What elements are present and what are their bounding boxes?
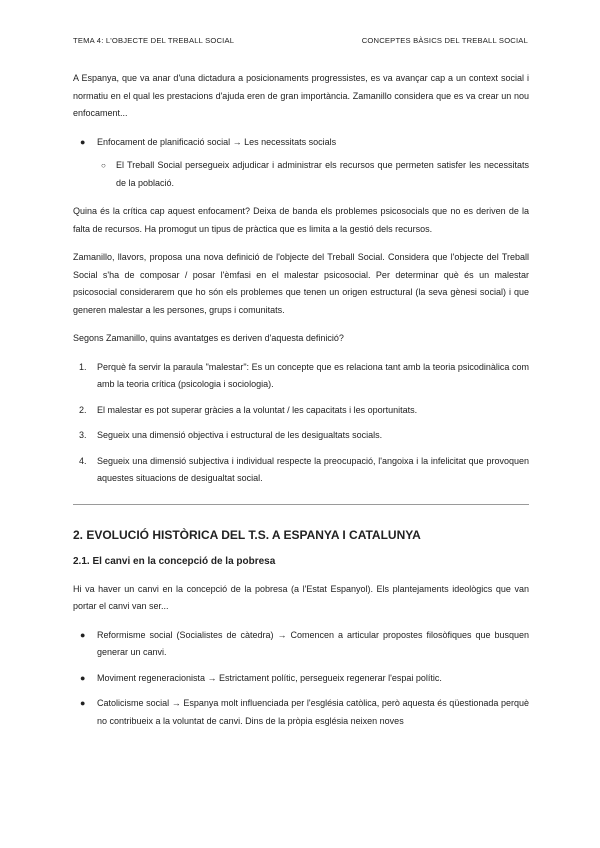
paragraph-definition: Zamanillo, llavors, proposa una nova definició de l'objecte del Treball Social. Considera que l'objecte del Treball Social s'ha de composar / posar l'èmfasi en el malestar psicosocial. Per determinar què és un malestar psicosocial considerarem que ho són els problemes que tenen un origen estructural (la seva gènesi social) i que generen malestar a les persones, grups i comunitats. <box>73 252 529 315</box>
paragraph-intro: A Espanya, que va anar d'una dictadura a posicionaments progressistes, es va avançar cap a un context social i normatiu en el qual les prestacions d'ajuda eren de gran importància. Zamanillo considera que es va crear un nou enfocament... <box>73 73 529 118</box>
list-item-text: Moviment regeneracionista → Estrictament polític, persegueix regenerar l'espai polític. <box>97 672 442 683</box>
list-item-text: El malestar es pot superar gràcies a la voluntat / les capacitats i les oportunitats. <box>97 404 418 415</box>
list-number: 4. <box>79 455 87 466</box>
paragraph-critique: Quina és la crítica cap aquest enfocament? Deixa de banda els problemes psicosocials que no es deriven de la falta de recursos. Ha promogut un tipus de pràctica que es limita a la gestió dels recursos. <box>73 206 529 234</box>
list-item-text: Enfocament de planificació social → Les necessitats socials <box>97 136 337 147</box>
bullet-list-ideologies <box>73 627 529 731</box>
list-item <box>73 134 529 152</box>
sub-bullet-list <box>73 157 529 192</box>
list-item <box>73 427 529 445</box>
list-item-text: Segueix una dimensió subjectiva i individual respecte la preocupació, l'angoixa i la infelicitat que provoquen aquestes situacions de desigualtat social. <box>97 455 529 483</box>
bullet-list-planning <box>73 134 529 152</box>
list-item <box>73 627 529 662</box>
numbered-list-advantages <box>73 359 529 488</box>
list-number: 1. <box>79 361 87 372</box>
paragraph-poverty: Hi va haver un canvi en la concepció de la pobresa (a l'Estat Espanyol). Els plantejaments ideològics que van portar el canvi van ser... <box>73 583 529 611</box>
list-item <box>73 670 529 688</box>
list-item <box>73 453 529 488</box>
list-item-text: Perquè fa servir la paraula "malestar": Es un concepte que es relaciona tant amb la teoria psicodinàlica com amb la teoria crítica (psicologia i sociologia). <box>97 361 529 389</box>
list-number: 3. <box>79 430 87 440</box>
bullet-icon: ● <box>80 629 86 640</box>
paragraph-question: Segons Zamanillo, quins avantatges es deriven d'aquesta definició? <box>73 333 344 343</box>
list-item-text: Catolicisme social → Espanya molt influenciada per l'església catòlica, però aquesta és qüestionada perquè no contribueix a la voluntat de canvi. Dins de la pròpia església neixen noves <box>97 698 529 726</box>
list-item <box>73 359 529 394</box>
header-left: TEMA 4: L'OBJECTE DEL TREBALL SOCIAL <box>73 36 235 45</box>
page-content <box>73 70 529 730</box>
list-item-text: Reformisme social (Socialistes de càtedra) → Comencen a articular propostes filosòfiques que busquen generar un canvi. <box>97 629 529 657</box>
list-item-text: El Treball Social persegueix adjudicar i administrar els recursos que permeten satisfer les necessitats de la població. <box>116 160 529 188</box>
bullet-icon: ● <box>80 136 86 147</box>
list-item <box>73 695 529 730</box>
bullet-icon: ● <box>80 698 86 708</box>
list-item <box>73 402 529 420</box>
header-right: CONCEPTES BÀSICS DEL TREBALL SOCIAL <box>361 36 528 45</box>
list-number: 2. <box>79 404 87 415</box>
subsection-title: 2.1. El canvi en la concepció de la pobresa <box>73 555 276 567</box>
hollow-bullet-icon: ○ <box>101 161 106 170</box>
list-item-text: Segueix una dimensió objectiva i estructural de les desigualtats socials. <box>97 430 383 440</box>
section-title: 2. EVOLUCIÓ HISTÒRICA DEL T.S. A ESPANYA I CATALUNYA <box>73 527 421 542</box>
list-item <box>73 157 529 192</box>
bullet-icon: ● <box>80 672 86 683</box>
horizontal-divider <box>73 504 529 505</box>
